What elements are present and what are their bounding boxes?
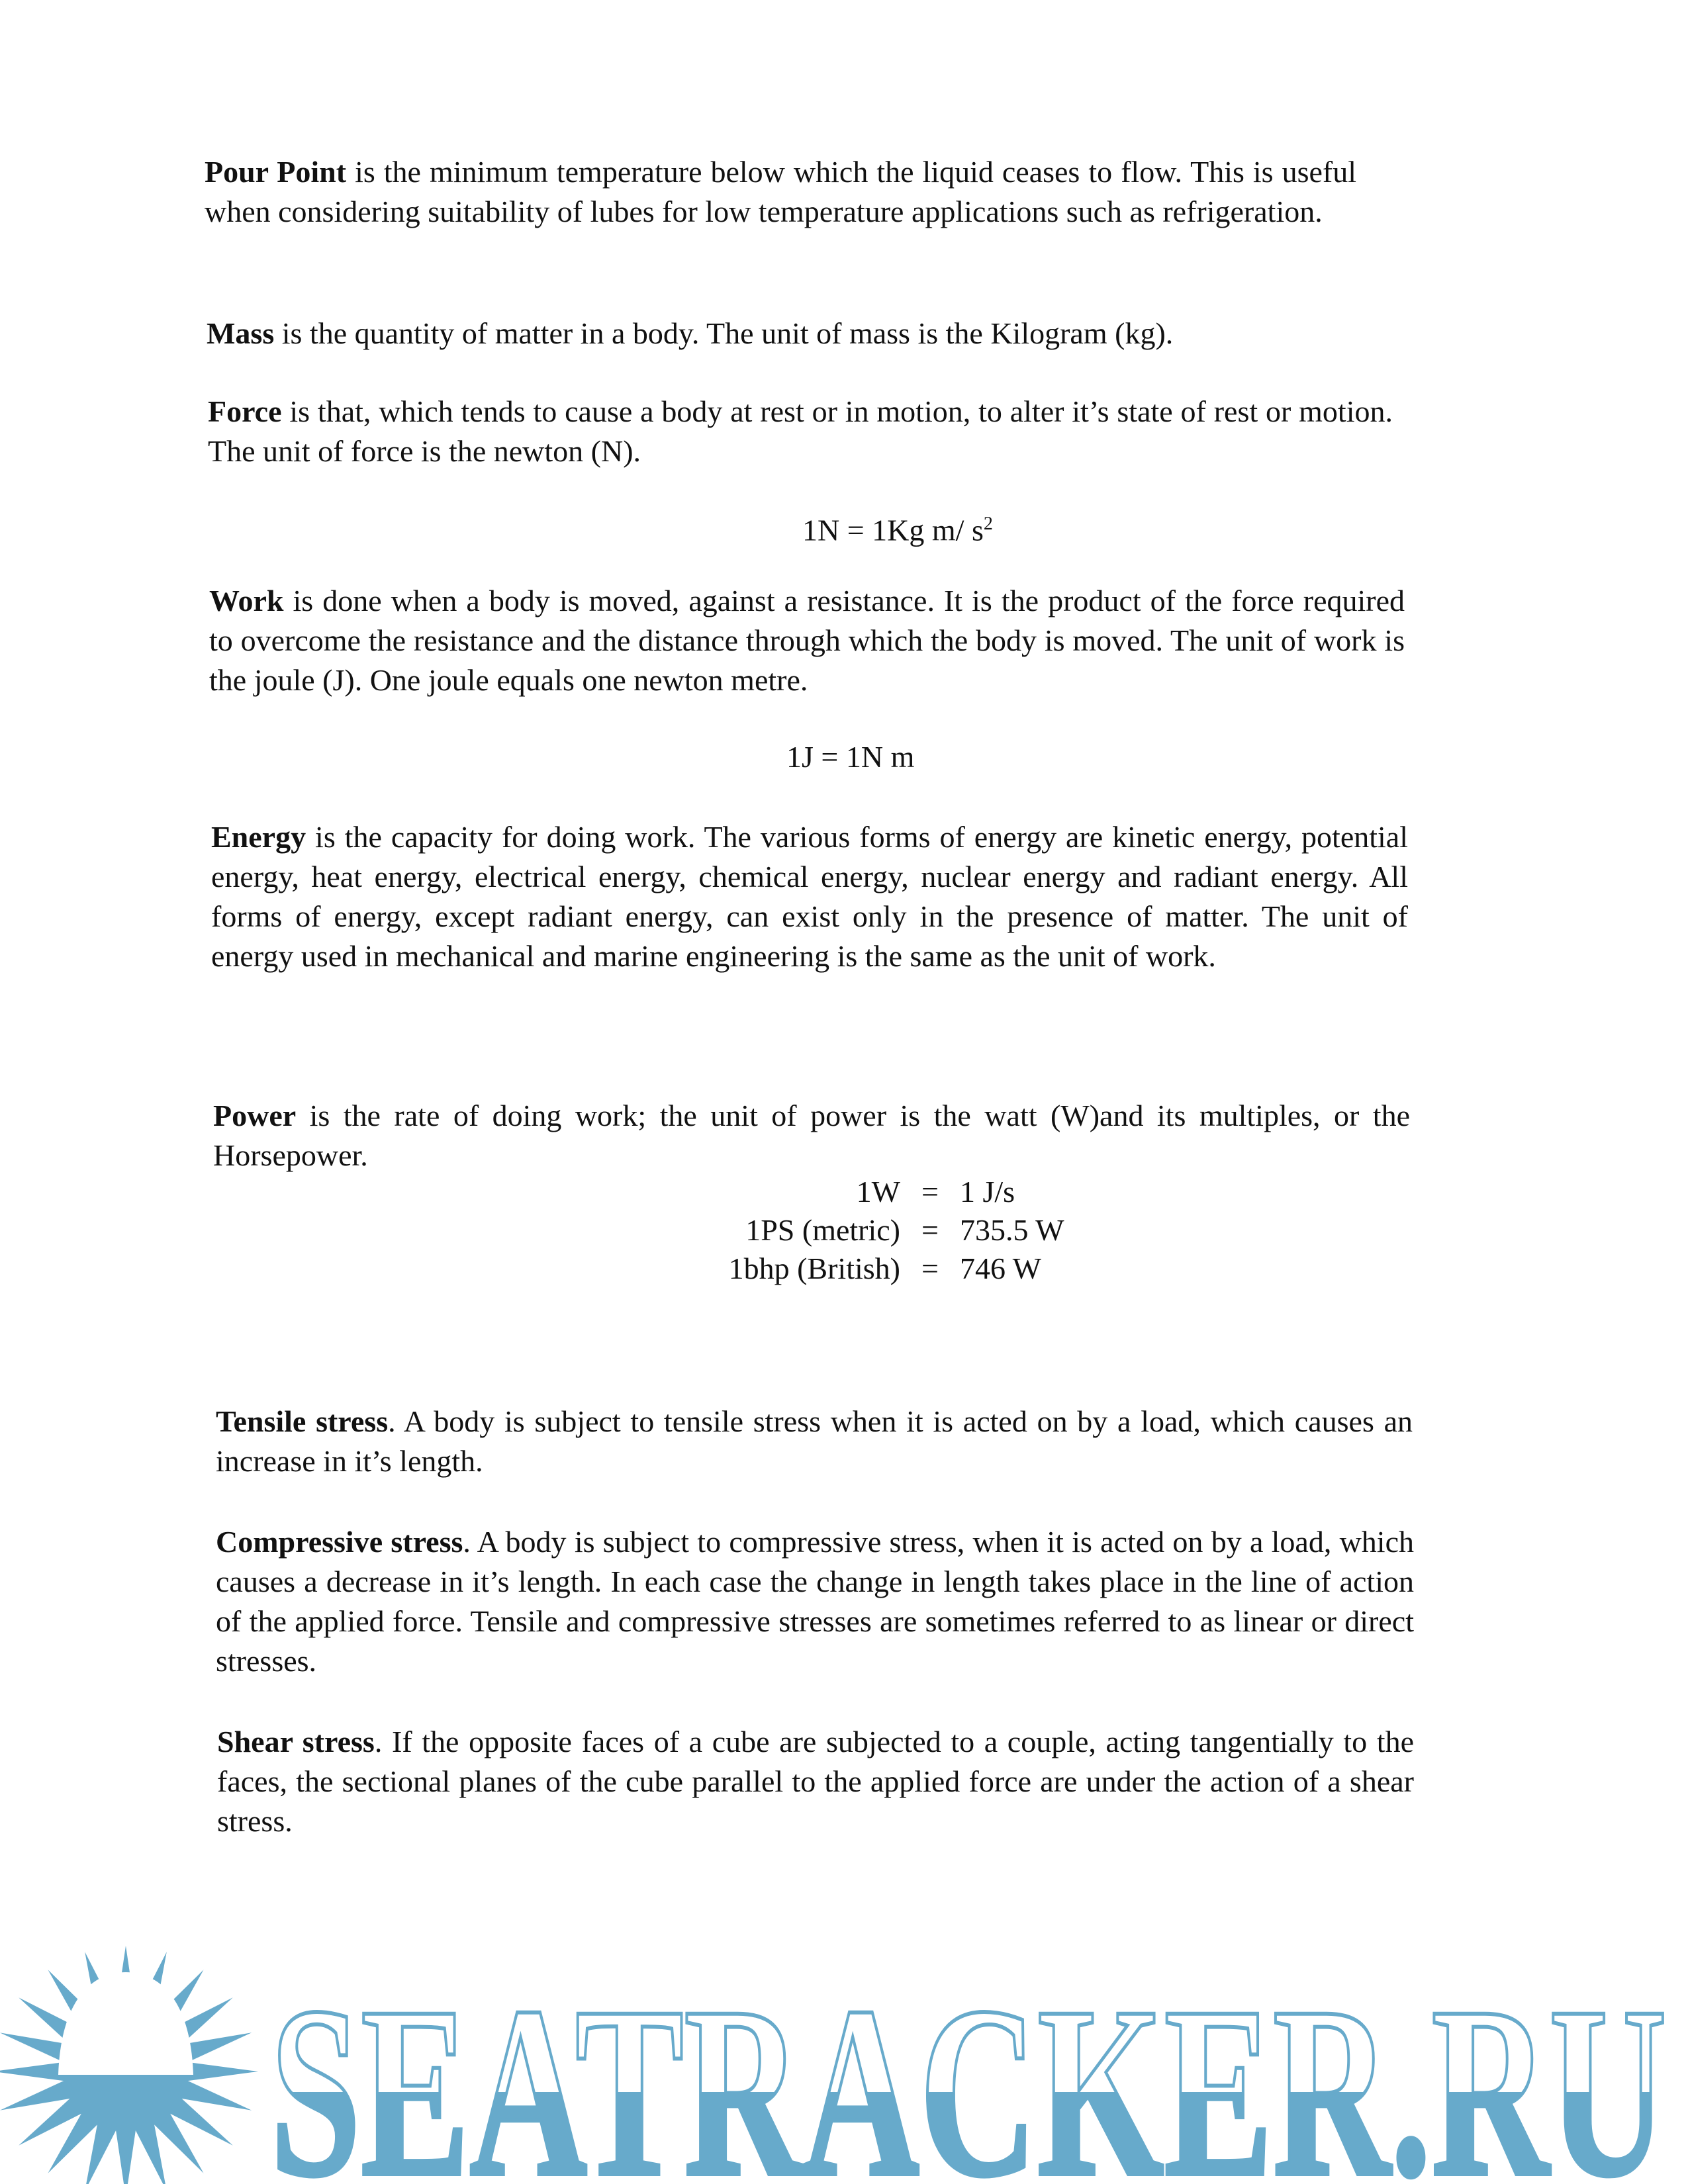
definition: is the quantity of matter in a body. The unit of mass is the Kilogram (kg). (274, 316, 1174, 350)
equals: = (921, 1175, 939, 1208)
work-paragraph (209, 581, 1405, 700)
mass-paragraph (207, 314, 1372, 353)
table-row (702, 1173, 1064, 1211)
definition: is that, which tends to cause a body at rest or in motion, to alter it’s state of rest or motion. The unit of force is the newton (N). (208, 394, 1393, 468)
table-row (702, 1211, 1064, 1250)
tensile-stress-paragraph (216, 1402, 1413, 1481)
definition: is the minimum temperature below which the liquid ceases to flow. This is useful when considering suitability of lubes for low temperature applications such as refrigeration. (205, 155, 1356, 228)
energy-paragraph (211, 817, 1408, 976)
term: Pour Point (205, 155, 347, 189)
term: Compressive stress (216, 1525, 463, 1559)
term: Tensile stress (216, 1404, 389, 1438)
watermark-text: SEATRACKER.RU (270, 1956, 1667, 2184)
term: Energy (211, 820, 306, 854)
force-paragraph (208, 392, 1393, 471)
term: Shear stress (217, 1725, 375, 1758)
newton-equation (802, 504, 993, 550)
value: 735.5 W (960, 1213, 1064, 1247)
equation-exponent: 2 (983, 514, 993, 534)
equation-base: 1N = 1Kg m/ s (802, 513, 984, 547)
sun-icon (0, 1946, 258, 2184)
joule-equation: 1J = 1N m (786, 740, 915, 774)
definition: is the capacity for doing work. The various forms of energy are kinetic energy, potential energy, heat energy, electrical energy, chemical energy, nuclear energy and radiant energy. All forms of energy, except radiant energy, can exist only in the presence of matter. The unit of energy used in mechanical and marine engineering is the same as the unit of work. (211, 820, 1408, 973)
power-paragraph (213, 1096, 1410, 1175)
definition: . A body is subject to tensile stress when it is acted on by a load, which causes an increase in it’s length. (216, 1404, 1413, 1478)
sun-dome (58, 1972, 193, 2075)
pour-point-paragraph (205, 152, 1356, 232)
term: Mass (207, 316, 275, 350)
unit: 1PS (metric) (745, 1213, 900, 1247)
shear-stress-paragraph (217, 1722, 1414, 1841)
compressive-stress-paragraph (216, 1522, 1414, 1681)
unit: 1W (856, 1175, 900, 1208)
table-row (702, 1250, 1064, 1288)
value: 746 W (960, 1251, 1042, 1285)
value: 1 J/s (960, 1175, 1015, 1208)
watermark-logo (0, 1933, 1688, 2184)
term: Work (209, 584, 284, 617)
unit: 1bhp (British) (728, 1251, 900, 1285)
term: Power (213, 1099, 297, 1132)
definition: . A body is subject to compressive stress, when it is acted on by a load, which causes a decrease in it’s length. In each case the change in length takes place in the line of action of the applied force. Tensile and compressive stresses are sometimes referred to as linear or direct stresses. (216, 1525, 1414, 1678)
definition: . If the opposite faces of a cube are subjected to a couple, acting tangentially to the faces, the sectional planes of the cube parallel to the applied force are under the action of a shear stress. (217, 1725, 1414, 1838)
equals: = (921, 1251, 939, 1285)
equals: = (921, 1213, 939, 1247)
definition: is the rate of doing work; the unit of power is the watt (W)and its multiples, or the Horsepower. (213, 1099, 1410, 1172)
definition: is done when a body is moved, against a resistance. It is the product of the force required to overcome the resistance and the distance through which the body is moved. The unit of work is the joule (J). One joule equals one newton metre. (209, 584, 1405, 697)
term: Force (208, 394, 282, 428)
power-units-table (702, 1173, 1064, 1288)
